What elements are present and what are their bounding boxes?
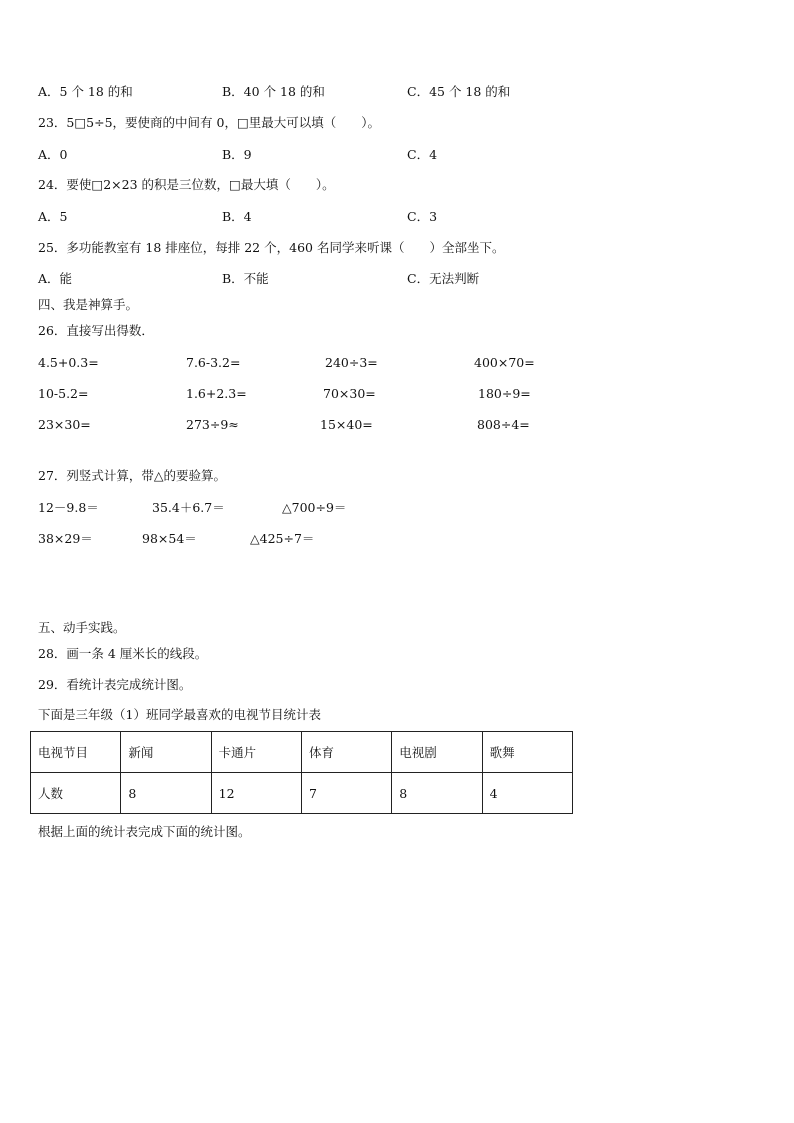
table-cell: 4 <box>482 773 572 814</box>
q26-item: 70×30= <box>323 386 376 401</box>
table-cell: 8 <box>121 773 211 814</box>
q25-stem: 25．多功能教室有 18 排座位，每排 22 个，460 名同学来听课（ ）全部坐下。 <box>38 240 505 255</box>
q25-option-a: A．能 <box>38 271 73 286</box>
q23-option-b: B．9 <box>222 147 252 162</box>
tv-program-stats-table <box>30 731 573 814</box>
q26-stem: 26．直接写出得数． <box>38 323 154 338</box>
q24-option-c: C．3 <box>407 209 438 224</box>
table-cell: 人数 <box>31 773 121 814</box>
q27-item: △700÷9＝ <box>282 500 347 515</box>
q22-option-b: B．40 个 18 的和 <box>222 84 325 99</box>
section-4-title: 四、我是神算手。 <box>38 297 139 312</box>
table-header-cell: 新闻 <box>121 732 211 773</box>
table-header-cell: 卡通片 <box>211 732 301 773</box>
q22-option-a: A．5 个 18 的和 <box>38 84 133 99</box>
q26-item: 7.6-3.2= <box>186 355 241 370</box>
footer-instruction: 根据上面的统计表完成下面的统计图。 <box>38 824 251 839</box>
q28-text: 28．画一条 4 厘米长的线段。 <box>38 646 208 661</box>
table-header-cell: 电视节目 <box>31 732 121 773</box>
q29-text: 29．看统计表完成统计图。 <box>38 677 192 692</box>
q26-item: 273÷9≈ <box>186 417 239 432</box>
q23-option-c: C．4 <box>407 147 438 162</box>
q25-option-c: C．无法判断 <box>407 271 480 286</box>
q27-item: 98×54＝ <box>142 531 197 546</box>
q26-item: 4.5+0.3= <box>38 355 99 370</box>
q24-option-b: B．4 <box>222 209 252 224</box>
q27-item: 35.4＋6.7＝ <box>152 500 225 515</box>
q22-option-c: C．45 个 18 的和 <box>407 84 511 99</box>
q24-stem: 24．要使□2×23 的积是三位数，□最大填（ ）。 <box>38 177 335 192</box>
q27-item: △425÷7＝ <box>250 531 315 546</box>
q26-item: 180÷9= <box>478 386 531 401</box>
q23-option-a: A．0 <box>38 147 68 162</box>
q26-item: 15×40= <box>320 417 373 432</box>
table-header-cell: 体育 <box>301 732 391 773</box>
table-cell: 7 <box>301 773 391 814</box>
table-row <box>31 732 573 773</box>
q26-item: 808÷4= <box>477 417 530 432</box>
table-header-cell: 电视剧 <box>392 732 482 773</box>
q25-option-b: B．不能 <box>222 271 269 286</box>
table-caption: 下面是三年级（1）班同学最喜欢的电视节目统计表 <box>38 707 321 722</box>
q26-item: 400×70= <box>474 355 535 370</box>
q27-item: 38×29＝ <box>38 531 93 546</box>
table-cell: 8 <box>392 773 482 814</box>
q26-item: 1.6+2.3= <box>186 386 247 401</box>
q26-item: 23×30= <box>38 417 91 432</box>
q27-item: 12－9.8＝ <box>38 500 99 515</box>
q23-stem: 23．5□5÷5，要使商的中间有 0，□里最大可以填（ ）。 <box>38 115 381 130</box>
table-header-cell: 歌舞 <box>482 732 572 773</box>
section-5-title: 五、动手实践。 <box>38 620 126 635</box>
table-cell: 12 <box>211 773 301 814</box>
table-row <box>31 773 573 814</box>
q27-stem: 27．列竖式计算，带△的要验算。 <box>38 468 227 483</box>
q24-option-a: A．5 <box>38 209 68 224</box>
q26-item: 10-5.2= <box>38 386 89 401</box>
q26-item: 240÷3= <box>325 355 378 370</box>
